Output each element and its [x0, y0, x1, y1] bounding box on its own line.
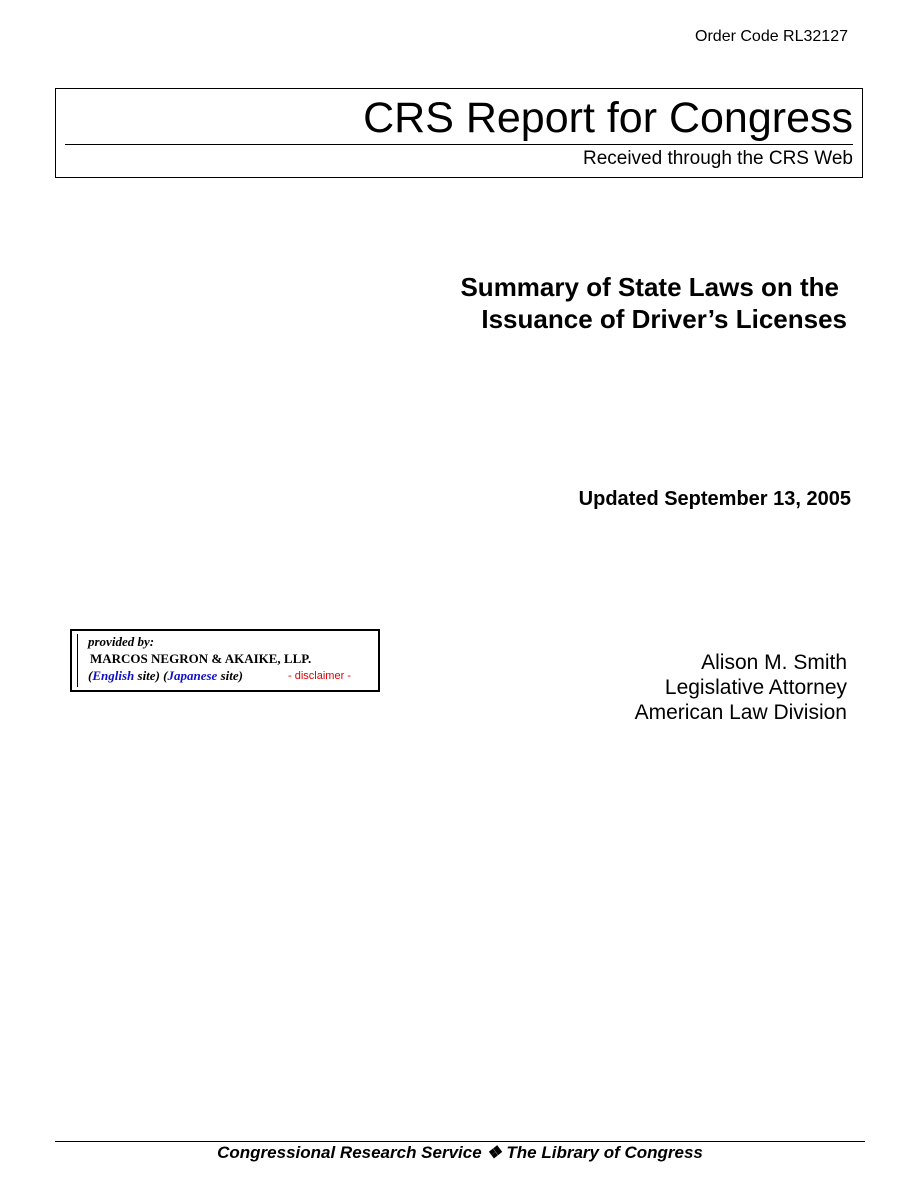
english-site-link[interactable]: English	[92, 668, 135, 683]
author-name: Alison M. Smith	[701, 651, 847, 674]
footer-left: Congressional Research Service	[217, 1143, 482, 1162]
provider-site-links	[88, 668, 243, 684]
provided-by-label: provided by:	[88, 634, 155, 649]
footer-right: The Library of Congress	[506, 1143, 703, 1162]
report-source-line: Received through the CRS Web	[582, 148, 853, 169]
author-division: American Law Division	[634, 701, 847, 724]
japanese-site-link[interactable]: Japanese	[167, 668, 218, 683]
page-footer	[0, 1143, 920, 1163]
provider-firm-name: MARCOS NEGRON & AKAIKE, LLP.	[90, 651, 312, 666]
author-block	[635, 650, 847, 725]
footer-separator-icon: ❖	[486, 1143, 502, 1162]
author-role: Legislative Attorney	[664, 676, 847, 699]
paren-open: (	[88, 668, 93, 683]
site-separator: site) (	[134, 668, 168, 683]
order-code: Order Code RL32127	[695, 28, 848, 45]
header-divider	[65, 144, 853, 145]
report-header	[55, 88, 863, 178]
document-title-line-2: Issuance of Driver’s Licenses	[481, 304, 847, 334]
footer-divider	[55, 1141, 865, 1142]
document-title-line-1: Summary of State Laws on the	[460, 272, 839, 302]
report-series-title: CRS Report for Congress	[363, 94, 853, 142]
site-suffix: site)	[217, 668, 243, 683]
document-title	[347, 271, 847, 335]
updated-date: Updated September 13, 2005	[578, 488, 851, 510]
provider-box	[70, 629, 380, 692]
disclaimer-link[interactable]: - disclaimer -	[288, 670, 351, 682]
